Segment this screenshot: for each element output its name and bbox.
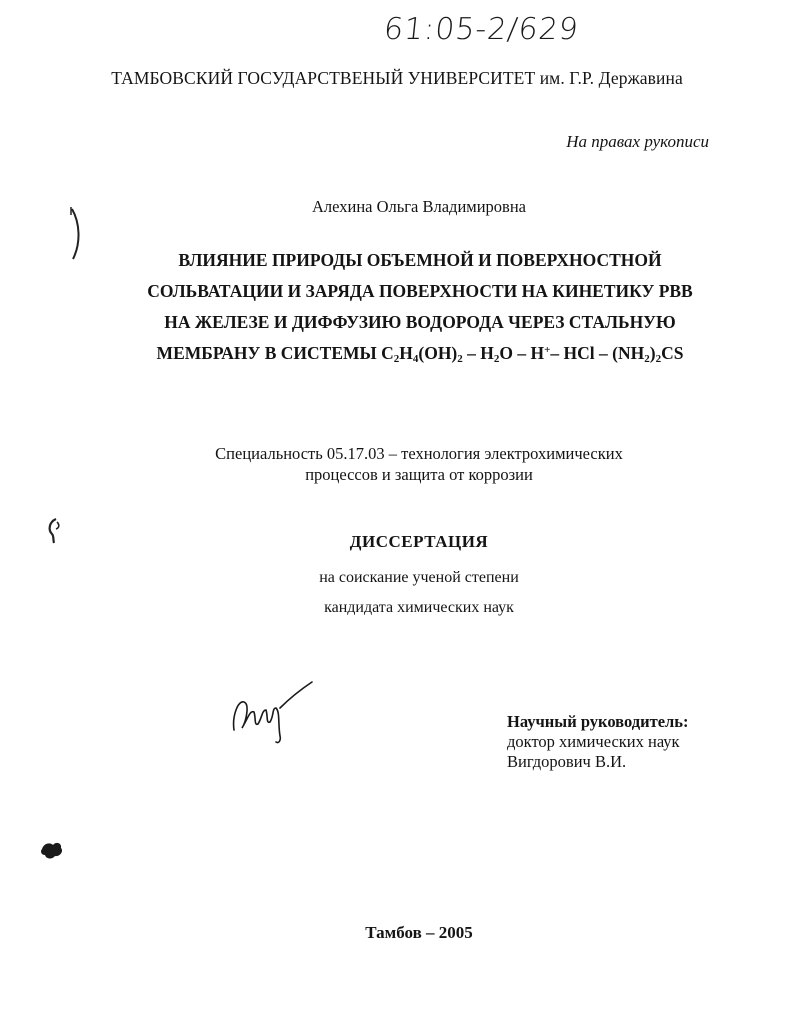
specialty	[0, 443, 794, 485]
degree-line-2: кандидата химических наук	[324, 599, 514, 616]
formula-subscript: 4	[412, 353, 419, 365]
dissertation-title	[120, 245, 720, 369]
formula-part: – Н	[462, 343, 494, 363]
title-line-4	[120, 338, 720, 369]
title-prefix: МЕМБРАНУ В СИСТЕМЫ С	[156, 343, 394, 363]
supervisor-degree: доктор химических наук	[507, 732, 680, 751]
formula-subscript: 2	[457, 353, 463, 365]
formula-subscript: 2	[644, 353, 650, 365]
supervisor-block	[507, 712, 689, 772]
place-and-year: Тамбов – 2005	[365, 923, 473, 942]
author-name: Алехина Ольга Владимировна	[311, 197, 526, 216]
formula-superscript: +	[544, 344, 551, 356]
catalog-number: 61:05-2/629	[382, 12, 581, 47]
formula-part: Н	[399, 343, 413, 363]
university-name: ТАМБОВСКИЙ ГОСУДАРСТВЕНЫЙ УНИВЕРСИТЕТ им. Г.Р. Державина	[111, 68, 683, 88]
formula-part: О – Н	[499, 343, 545, 363]
degree-line-1: на соискание ученой степени	[319, 569, 519, 586]
supervisor-heading: Научный руководитель:	[507, 712, 689, 731]
rights-note: На правах рукописи	[566, 132, 709, 151]
formula-part: )	[649, 343, 656, 363]
supervisor-name: Вигдорович В.И.	[507, 752, 627, 771]
formula-part: CS	[661, 343, 684, 363]
formula-part: (ОН)	[418, 343, 458, 363]
dissertation-label: ДИССЕРТАЦИЯ	[349, 532, 489, 551]
specialty-line-1: Специальность 05.17.03 – технология электрохимических	[215, 444, 623, 463]
formula-part: – HCl – (NH	[550, 343, 645, 363]
formula-subscript: 2	[655, 353, 662, 365]
formula-subscript: 2	[493, 353, 500, 365]
specialty-line-2: процессов и защита от коррозии	[305, 465, 533, 484]
handwritten-signature	[228, 678, 318, 748]
ink-blot-mark	[38, 837, 66, 863]
title-line-3: НА ЖЕЛЕЗЕ И ДИФФУЗИЮ ВОДОРОДА ЧЕРЕЗ СТАЛЬНУЮ	[164, 312, 676, 332]
formula-subscript: 2	[393, 353, 400, 365]
degree-info	[0, 563, 794, 623]
title-line-1: ВЛИЯНИЕ ПРИРОДЫ ОБЪЕМНОЙ И ПОВЕРХНОСТНОЙ	[178, 250, 662, 270]
title-line-2: СОЛЬВАТАЦИИ И ЗАРЯДА ПОВЕРХНОСТИ НА КИНЕТИКУ РВВ	[147, 281, 693, 301]
